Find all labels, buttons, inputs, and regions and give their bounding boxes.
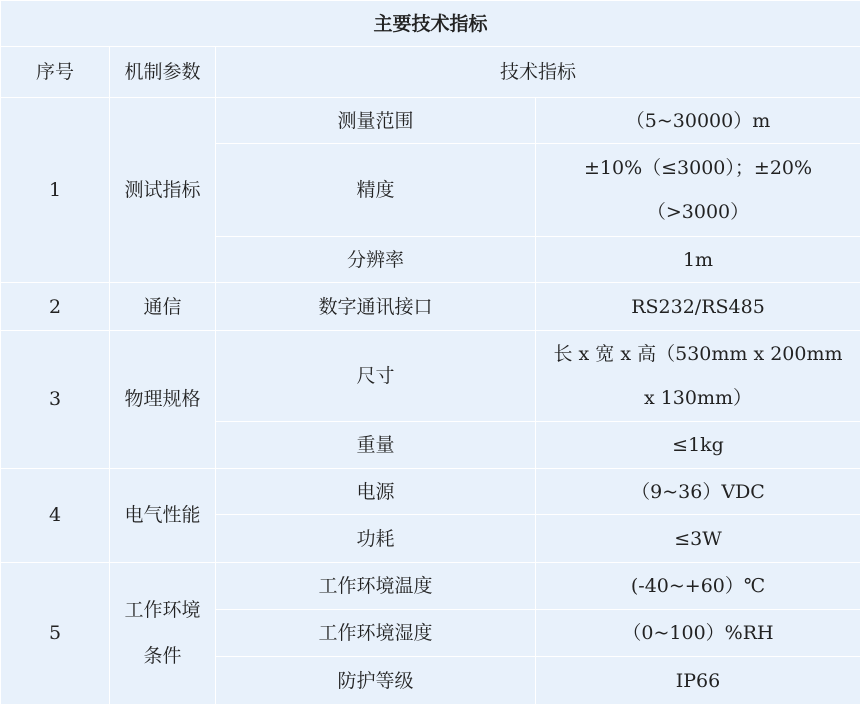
group-1-category: 测试指标 (110, 97, 216, 283)
spec-item: 功耗 (216, 515, 536, 562)
category-line: 条件 (143, 645, 182, 668)
spec-value: （0~100）%RH (536, 610, 860, 657)
spec-value (536, 330, 860, 421)
group-2-category: 通信 (110, 283, 216, 330)
spec-value-line: ±10%（≤3000）；±20% (583, 157, 813, 180)
spec-value: 1m (536, 236, 860, 282)
group-5-category (110, 562, 216, 704)
group-2-no: 2 (1, 283, 110, 330)
group-5-no: 5 (1, 562, 110, 704)
group-4-no: 4 (1, 468, 110, 562)
spec-value: （9~36）VDC (536, 468, 860, 514)
spec-value-line: x 130mm） (643, 386, 753, 409)
header-spec: 技术指标 (216, 47, 860, 97)
spec-item: 精度 (216, 144, 536, 237)
spec-value: (-40~+60）℃ (536, 562, 860, 609)
spec-item: 电源 (216, 468, 536, 514)
spec-value-line: 长 x 宽 x 高（530mm x 200mm (553, 342, 843, 365)
group-1-no: 1 (1, 97, 110, 283)
spec-value: RS232/RS485 (536, 283, 860, 330)
spec-value: ≤1kg (536, 421, 860, 468)
table-title: 主要技术指标 (1, 1, 860, 47)
group-3-category: 物理规格 (110, 330, 216, 468)
spec-value: IP66 (536, 657, 860, 705)
spec-item: 防护等级 (216, 657, 536, 705)
spec-item: 工作环境湿度 (216, 610, 536, 657)
spec-value-line: （>3000） (646, 201, 750, 224)
header-no: 序号 (1, 47, 110, 97)
spec-value: （5~30000）m (536, 97, 860, 143)
group-4-category: 电气性能 (110, 468, 216, 562)
spec-item: 数字通讯接口 (216, 283, 536, 330)
spec-item: 尺寸 (216, 330, 536, 421)
spec-value: ≤3W (536, 515, 860, 562)
spec-item: 重量 (216, 421, 536, 468)
group-3-no: 3 (1, 330, 110, 468)
spec-value (536, 144, 860, 237)
spec-item: 工作环境温度 (216, 562, 536, 609)
header-param: 机制参数 (110, 47, 216, 97)
category-line: 工作环境 (124, 599, 201, 622)
spec-item: 测量范围 (216, 97, 536, 143)
spec-item: 分辨率 (216, 236, 536, 282)
